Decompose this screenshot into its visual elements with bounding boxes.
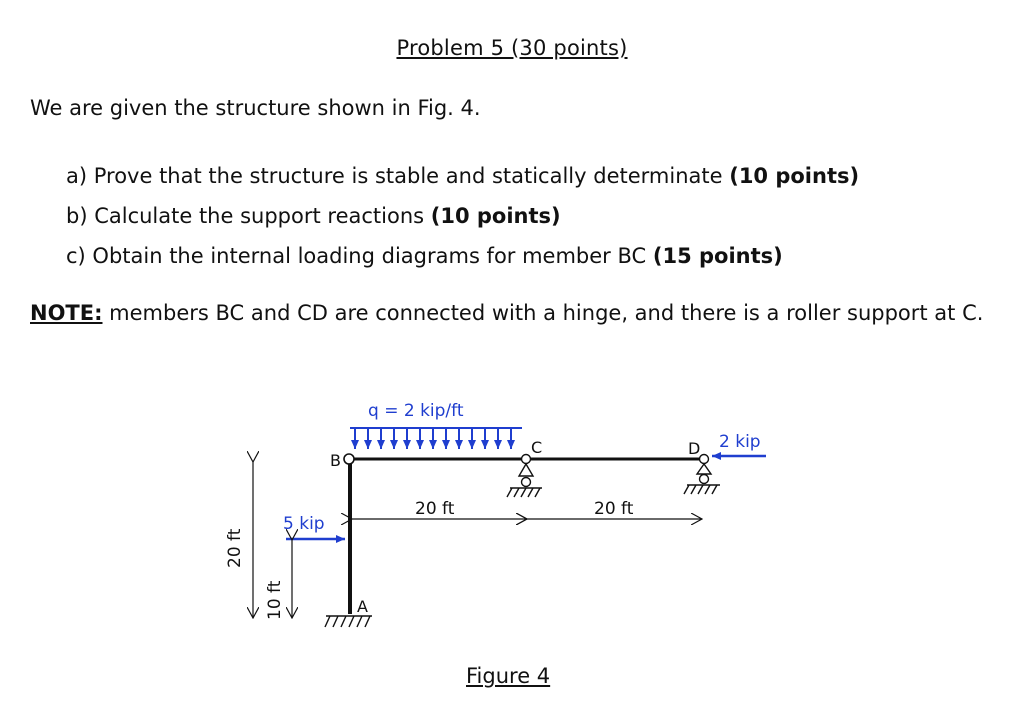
fixed-support-a bbox=[325, 616, 372, 627]
task-text: c) Obtain the internal loading diagrams for member BC bbox=[66, 244, 653, 268]
task-text: a) Prove that the structure is stable and statically determinate bbox=[66, 164, 730, 188]
distributed-load-label: q = 2 kip/ft bbox=[368, 401, 464, 421]
hinge-b bbox=[344, 454, 354, 464]
node-b-label: B bbox=[330, 451, 341, 470]
height-load-label: 10 ft bbox=[265, 580, 285, 620]
node-a-label: A bbox=[357, 597, 368, 616]
task-points: (15 points) bbox=[652, 244, 783, 268]
note-text: members BC and CD are connected with a hinge, and there is a roller support at C. bbox=[102, 301, 984, 325]
task-points: (10 points) bbox=[430, 204, 561, 228]
distributed-load bbox=[350, 428, 522, 449]
problem-title: Problem 5 (30 points) bbox=[396, 36, 628, 60]
task-text: b) Calculate the support reactions bbox=[66, 204, 431, 228]
span-1-label: 20 ft bbox=[415, 499, 455, 519]
height-total-label: 20 ft bbox=[225, 528, 245, 568]
roller-support-c bbox=[507, 455, 542, 498]
task-points: (10 points) bbox=[729, 164, 860, 188]
note-label: NOTE: bbox=[30, 301, 103, 325]
node-c-label: C bbox=[531, 438, 543, 457]
point-load-side-label: 5 kip bbox=[283, 514, 325, 534]
figure-caption: Figure 4 bbox=[466, 664, 551, 688]
span-2-label: 20 ft bbox=[594, 499, 634, 519]
node-d-label: D bbox=[688, 439, 701, 458]
point-load-d-label: 2 kip bbox=[719, 432, 761, 452]
intro-text: We are given the structure shown in Fig. 4. bbox=[30, 96, 481, 120]
